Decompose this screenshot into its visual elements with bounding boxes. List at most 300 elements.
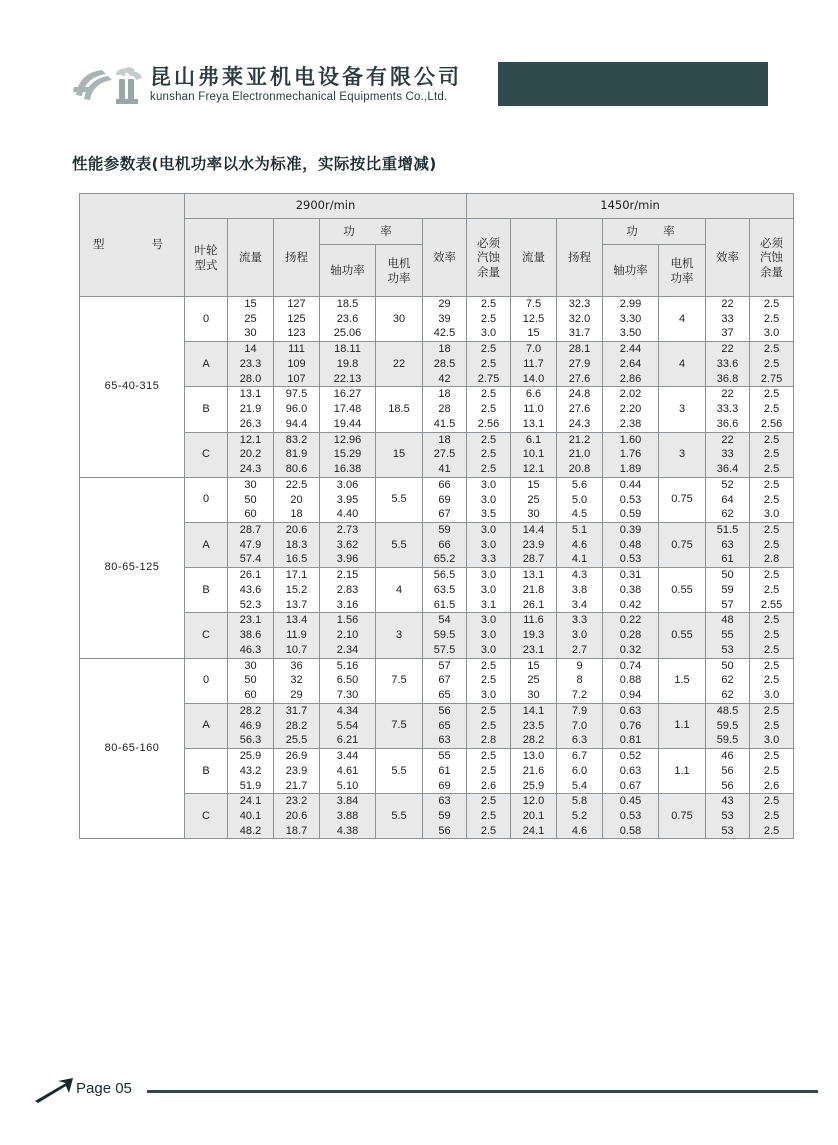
col-header-speed-1450: 1450r/min (467, 194, 794, 219)
value: 21.2 (568, 433, 591, 446)
value: 23.2 (285, 795, 308, 808)
value: 18.11 (334, 343, 361, 356)
value: 28.0 (239, 372, 262, 385)
value: 2.75 (760, 372, 783, 385)
motor-line1: 电机 (670, 256, 694, 271)
value: 33.6 (716, 357, 739, 370)
value: 2.5 (763, 298, 780, 310)
value: 2.20 (619, 403, 642, 416)
arrow-up-right-icon (33, 1077, 75, 1103)
value: 32.0 (568, 312, 591, 325)
value: 12.1 (239, 433, 262, 446)
table-cell-motor-power-2900: 18.5 (376, 387, 423, 432)
value: 61 (721, 553, 734, 566)
table-cell-motor-power-1450: 1.1 (659, 749, 706, 794)
table-cell-head-2900 (274, 658, 320, 703)
value: 2.5 (763, 750, 780, 763)
npsh-line3: 余量 (760, 264, 784, 279)
value: 22.13 (333, 372, 362, 385)
value: 14 (244, 343, 257, 356)
value: 2.5 (763, 478, 780, 491)
value: 3.0 (480, 583, 497, 596)
table-cell-motor-power-1450: 1.5 (659, 658, 706, 703)
value: 15 (527, 327, 540, 340)
table-cell-shaft-power-2900 (320, 477, 376, 522)
value: 7.9 (571, 704, 588, 717)
table-cell-flow-1450 (511, 568, 557, 613)
table-row (80, 703, 794, 748)
value: 11.0 (523, 403, 544, 416)
value: 8 (576, 674, 583, 687)
table-cell-npsh-1450 (750, 477, 794, 522)
table-cell-efficiency-1450 (706, 523, 750, 568)
table-row (80, 613, 794, 658)
value: 23.5 (522, 719, 545, 732)
value: 3.62 (336, 538, 359, 551)
value: 2.5 (763, 674, 780, 687)
table-cell-shaft-power-1450 (603, 749, 659, 794)
value: 46 (721, 750, 734, 763)
value: 38.6 (239, 629, 262, 642)
value: 2.5 (763, 538, 780, 551)
value: 4.6 (571, 824, 588, 837)
value: 1.89 (619, 463, 642, 476)
value: 61 (438, 764, 451, 777)
motor-line2: 功率 (387, 270, 411, 285)
table-cell-shaft-power-2900 (320, 523, 376, 568)
value: 53 (721, 824, 734, 837)
table-cell-npsh-2900 (467, 749, 511, 794)
value: 3.50 (619, 327, 642, 340)
table-cell-npsh-2900 (467, 568, 511, 613)
value: 24.1 (239, 795, 262, 808)
value: 3.0 (480, 643, 497, 656)
value: 2.86 (619, 372, 642, 385)
company-name-en: kunshan Freya Electronmechanical Equipments Co.,Ltd. (150, 91, 448, 103)
value: 83.2 (285, 433, 308, 446)
value: 4.5 (571, 508, 588, 521)
value: 2.5 (763, 824, 780, 837)
value: 46.9 (239, 719, 262, 732)
table-cell-efficiency-2900 (423, 703, 467, 748)
table-cell-motor-power-2900: 5.5 (376, 749, 423, 794)
value: 15.2 (285, 583, 308, 596)
value: 2.5 (480, 448, 497, 461)
value: 11.9 (286, 629, 307, 642)
value: 2.38 (619, 417, 642, 430)
value: 2.5 (480, 824, 497, 837)
table-cell-motor-power-1450: 0.75 (659, 794, 706, 839)
col-header-speed-2900: 2900r/min (185, 194, 467, 219)
value: 13.7 (285, 598, 308, 611)
value: 18 (438, 388, 451, 401)
table-cell-shaft-power-1450 (603, 703, 659, 748)
value: 2.5 (480, 674, 497, 687)
value: 15 (244, 298, 257, 310)
value: 57.4 (239, 553, 262, 566)
table-cell-motor-power-1450: 1.1 (659, 703, 706, 748)
value: 17.48 (333, 403, 362, 416)
table-cell-head-1450 (557, 387, 603, 432)
value: 3.0 (480, 538, 497, 551)
table-cell-flow-2900 (228, 749, 274, 794)
value: 53 (721, 809, 734, 822)
value: 9 (576, 659, 583, 672)
value: 12.5 (522, 312, 545, 325)
table-cell-efficiency-1450 (706, 794, 750, 839)
value: 30 (244, 478, 257, 491)
table-cell-npsh-2900 (467, 297, 511, 342)
col-header-npsh-2900 (467, 219, 511, 297)
value: 19.8 (336, 357, 359, 370)
value: 22 (721, 433, 734, 446)
value: 23.6 (336, 312, 359, 325)
value: 51.5 (716, 524, 739, 537)
table-cell-impeller-type: B (185, 749, 228, 794)
table-cell-efficiency-2900 (423, 477, 467, 522)
value: 6.7 (571, 750, 588, 763)
value: 57 (438, 659, 451, 672)
table-cell-npsh-2900 (467, 432, 511, 477)
value: 57 (721, 598, 734, 611)
value: 42.5 (433, 327, 456, 340)
table-cell-shaft-power-1450 (603, 387, 659, 432)
value: 22 (721, 298, 734, 310)
value: 22.5 (285, 478, 308, 491)
col-header-impeller (185, 219, 228, 297)
col-header-npsh-1450 (750, 219, 794, 297)
value: 31.7 (285, 704, 308, 717)
value: 18 (438, 343, 451, 356)
table-cell-efficiency-1450 (706, 749, 750, 794)
table-cell-efficiency-1450 (706, 658, 750, 703)
table-cell-motor-power-1450: 3 (659, 387, 706, 432)
table-cell-npsh-2900 (467, 342, 511, 387)
table-cell-head-1450 (557, 613, 603, 658)
table-cell-flow-1450 (511, 297, 557, 342)
table-row (80, 794, 794, 839)
value: 25 (244, 312, 257, 325)
table-cell-motor-power-2900: 7.5 (376, 658, 423, 703)
value: 2.56 (477, 417, 500, 430)
value: 28.2 (522, 734, 545, 747)
value: 4.61 (336, 764, 359, 777)
value: 2.5 (763, 629, 780, 642)
value: 0.58 (619, 824, 642, 837)
value: 11.6 (523, 614, 544, 627)
value: 3.0 (763, 508, 780, 521)
value: 23.3 (239, 357, 262, 370)
value: 0.94 (619, 689, 642, 702)
value: 4.34 (336, 704, 359, 717)
value: 3.88 (336, 809, 359, 822)
value: 25.9 (522, 779, 545, 792)
npsh-line2: 汽蚀 (477, 250, 500, 265)
value: 2.5 (480, 343, 497, 356)
value: 59 (721, 583, 734, 596)
value: 18.5 (336, 298, 359, 310)
value: 6.1 (525, 433, 542, 446)
value: 97.5 (285, 388, 308, 401)
value: 15.29 (333, 448, 362, 461)
impeller-line1: 叶轮 (194, 243, 218, 258)
value: 2.5 (763, 403, 780, 416)
value: 3.8 (571, 583, 588, 596)
table-cell-flow-2900 (228, 387, 274, 432)
value: 3.0 (480, 629, 497, 642)
value: 32.3 (568, 298, 591, 310)
value: 36 (290, 659, 303, 672)
value: 16.27 (333, 388, 362, 401)
value: 53 (721, 643, 734, 656)
table-cell-motor-power-1450: 4 (659, 342, 706, 387)
table-cell-flow-1450 (511, 794, 557, 839)
value: 0.53 (619, 553, 642, 566)
value: 25.9 (239, 750, 262, 763)
table-cell-motor-power-2900: 30 (376, 297, 423, 342)
value: 2.5 (763, 809, 780, 822)
value: 67 (438, 674, 451, 687)
table-cell-efficiency-1450 (706, 703, 750, 748)
value: 2.56 (760, 417, 783, 430)
table-cell-efficiency-2900 (423, 432, 467, 477)
value: 96.0 (285, 403, 308, 416)
col-header-model: 型 号 (80, 194, 185, 297)
value: 27.6 (568, 403, 591, 416)
value: 12.1 (522, 463, 545, 476)
table-cell-npsh-2900 (467, 477, 511, 522)
value: 2.75 (477, 372, 500, 385)
value: 24.3 (239, 463, 262, 476)
value: 2.5 (763, 463, 780, 476)
table-cell-efficiency-2900 (423, 749, 467, 794)
value: 13.1 (522, 569, 545, 582)
value: 56 (721, 764, 734, 777)
value: 0.32 (619, 643, 642, 656)
value: 0.31 (619, 569, 642, 582)
value: 0.22 (619, 614, 642, 627)
table-cell-efficiency-1450 (706, 568, 750, 613)
table-row (80, 432, 794, 477)
value: 63 (438, 734, 451, 747)
table-row (80, 568, 794, 613)
value: 6.50 (336, 674, 359, 687)
value: 3.4 (571, 598, 588, 611)
value: 20.2 (239, 448, 262, 461)
table-cell-impeller-type: C (185, 613, 228, 658)
value: 33.3 (716, 403, 739, 416)
table-cell-npsh-1450 (750, 523, 794, 568)
value: 18.3 (285, 538, 308, 551)
impeller-line2: 型式 (194, 257, 218, 272)
value: 12.96 (333, 433, 362, 446)
value: 111 (288, 343, 305, 356)
col-header-efficiency-2900: 效率 (423, 219, 467, 297)
page-footer (0, 1077, 838, 1107)
value: 23.9 (522, 538, 545, 551)
value: 27.9 (568, 357, 591, 370)
value: 0.42 (619, 598, 642, 611)
value: 64 (721, 493, 734, 506)
value: 6.3 (571, 734, 588, 747)
value: 27.5 (433, 448, 456, 461)
table-cell-flow-1450 (511, 477, 557, 522)
table-cell-head-1450 (557, 477, 603, 522)
table-cell-motor-power-1450: 3 (659, 432, 706, 477)
value: 10.7 (285, 643, 308, 656)
value: 0.52 (619, 750, 642, 763)
col-header-shaft-power-2900: 轴功率 (320, 245, 376, 297)
table-cell-flow-1450 (511, 523, 557, 568)
value: 2.34 (336, 643, 359, 656)
value: 48 (721, 614, 734, 627)
value: 61.5 (433, 598, 456, 611)
value: 5.0 (571, 493, 588, 506)
value: 2.8 (763, 553, 780, 566)
value: 81.9 (285, 448, 308, 461)
table-cell-shaft-power-2900 (320, 568, 376, 613)
value: 2.5 (480, 388, 497, 401)
table-cell-npsh-1450 (750, 432, 794, 477)
value: 3.44 (336, 750, 359, 763)
value: 42 (438, 372, 451, 385)
value: 66 (438, 478, 451, 491)
value: 1.56 (336, 614, 359, 627)
value: 2.5 (480, 764, 497, 777)
table-cell-shaft-power-2900 (320, 432, 376, 477)
value: 36.6 (716, 417, 739, 430)
table-cell-flow-2900 (228, 342, 274, 387)
value: 41.5 (433, 417, 456, 430)
value: 3.3 (480, 553, 497, 566)
value: 3.06 (336, 478, 359, 491)
value: 14.0 (522, 372, 545, 385)
value: 123 (287, 327, 306, 340)
table-cell-flow-2900 (228, 568, 274, 613)
table-cell-head-2900 (274, 749, 320, 794)
value: 7.5 (525, 298, 542, 310)
table-cell-npsh-1450 (750, 749, 794, 794)
value: 2.5 (763, 343, 780, 356)
header-row-speed (80, 194, 794, 219)
table-cell-head-1450 (557, 342, 603, 387)
value: 62 (721, 689, 734, 702)
page-title: 性能参数表(电机功率以水为标准，实际按比重增减) (72, 155, 437, 173)
value: 21.9 (239, 403, 262, 416)
company-name-cn: 昆山弗莱亚机电设备有限公司 (150, 65, 462, 89)
value: 2.73 (336, 524, 359, 537)
table-cell-flow-2900 (228, 794, 274, 839)
table-cell-head-2900 (274, 387, 320, 432)
value: 0.53 (619, 493, 642, 506)
value: 28.1 (568, 343, 591, 356)
value: 43 (721, 795, 734, 808)
table-cell-npsh-2900 (467, 613, 511, 658)
value: 2.5 (763, 719, 780, 732)
value: 50 (721, 569, 734, 582)
value: 19.3 (522, 629, 545, 642)
table-cell-model: 65-40-315 (80, 297, 185, 478)
value: 54 (438, 614, 451, 627)
table-cell-motor-power-2900: 5.5 (376, 477, 423, 522)
table-body (80, 297, 794, 839)
table-cell-efficiency-2900 (423, 387, 467, 432)
value: 0.76 (619, 719, 642, 732)
value: 50 (244, 674, 257, 687)
value: 2.5 (763, 764, 780, 777)
value: 4.3 (571, 569, 588, 582)
table-cell-flow-2900 (228, 658, 274, 703)
table-cell-efficiency-1450 (706, 432, 750, 477)
value: 59.5 (433, 629, 456, 642)
value: 0.44 (619, 478, 642, 491)
value: 7.2 (571, 689, 588, 702)
value: 2.5 (763, 312, 780, 325)
value: 26.1 (522, 598, 545, 611)
value: 2.5 (763, 448, 780, 461)
value: 56.3 (239, 734, 262, 747)
value: 47.9 (239, 538, 262, 551)
value: 2.5 (480, 704, 497, 717)
table-cell-head-2900 (274, 613, 320, 658)
table-cell-head-1450 (557, 568, 603, 613)
value: 40.1 (239, 809, 262, 822)
value: 4.40 (336, 508, 359, 521)
value: 18.7 (285, 824, 308, 837)
value: 3.0 (480, 689, 497, 702)
value: 2.99 (619, 298, 642, 310)
value: 3.84 (336, 795, 359, 808)
col-header-power-1450: 功 率 (603, 219, 706, 245)
value: 107 (287, 372, 306, 385)
value: 55 (721, 629, 734, 642)
value: 28.2 (239, 704, 262, 717)
value: 2.5 (763, 614, 780, 627)
table-cell-shaft-power-2900 (320, 749, 376, 794)
value: 56 (721, 779, 734, 792)
table-cell-shaft-power-2900 (320, 794, 376, 839)
table-cell-motor-power-2900: 7.5 (376, 703, 423, 748)
col-header-efficiency-1450: 效率 (706, 219, 750, 297)
table-cell-flow-1450 (511, 749, 557, 794)
value: 1.76 (619, 448, 642, 461)
value: 25 (527, 493, 540, 506)
value: 27.6 (568, 372, 591, 385)
value: 3.0 (763, 734, 780, 747)
table-cell-flow-1450 (511, 613, 557, 658)
col-header-motor-power-1450 (659, 245, 706, 297)
performance-table-wrap (79, 193, 784, 839)
value: 3.0 (480, 493, 497, 506)
value: 52 (721, 478, 734, 491)
value: 21.8 (522, 583, 545, 596)
value: 2.5 (763, 493, 780, 506)
freya-logo-icon (72, 65, 144, 107)
value: 2.5 (763, 795, 780, 808)
value: 7.0 (571, 719, 588, 732)
header-row-groups (80, 219, 794, 245)
value: 6.21 (336, 734, 359, 747)
value: 22 (721, 388, 734, 401)
value: 2.5 (480, 357, 497, 370)
value: 13.0 (522, 750, 545, 763)
table-cell-shaft-power-2900 (320, 658, 376, 703)
performance-table (79, 193, 794, 839)
value: 66 (438, 538, 451, 551)
value: 14.1 (522, 704, 545, 717)
value: 125 (287, 312, 306, 325)
value: 13.1 (239, 388, 262, 401)
